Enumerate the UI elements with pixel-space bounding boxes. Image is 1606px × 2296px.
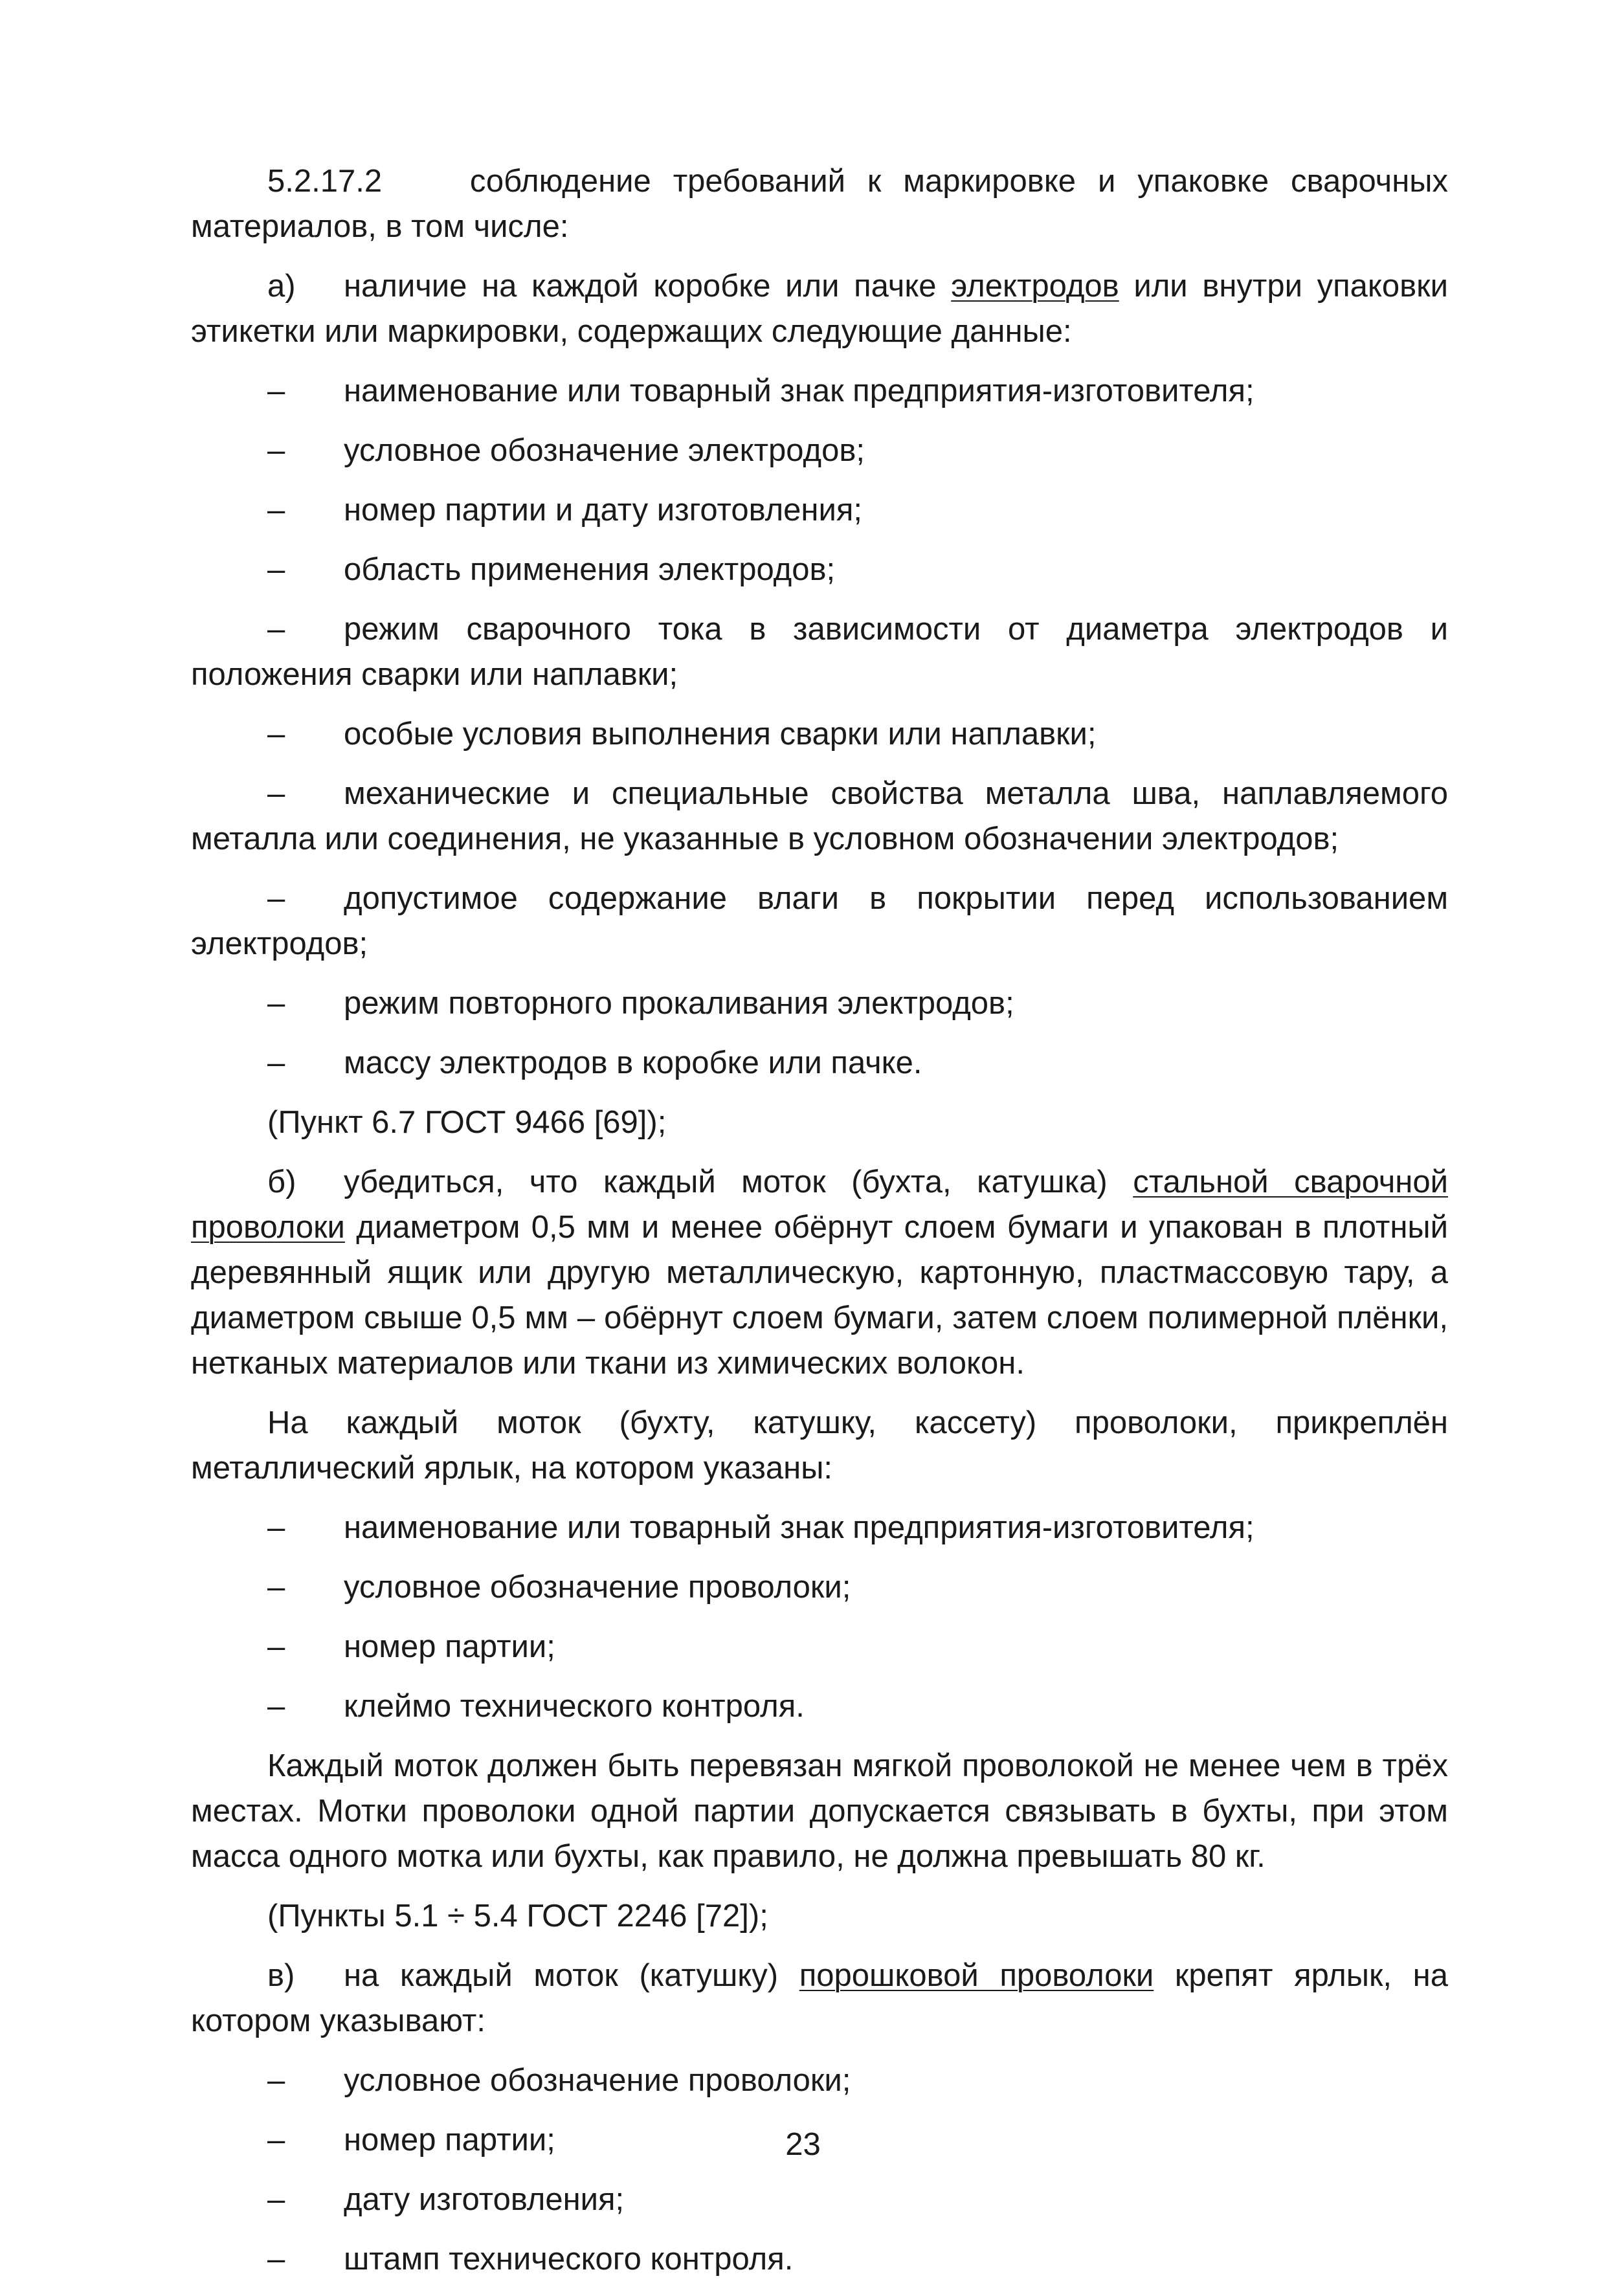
item-a-bullets xyxy=(191,368,1448,1086)
item-a-text-pre: наличие на каждой коробке или пачке xyxy=(344,269,952,304)
dash-marker: – xyxy=(267,1045,285,1080)
dash-marker: – xyxy=(267,552,285,587)
list-item xyxy=(191,1684,1448,1729)
list-item xyxy=(191,2058,1448,2103)
item-v-lead xyxy=(191,1953,1448,2044)
item-v-bullets xyxy=(191,2058,1448,2282)
list-item xyxy=(191,1505,1448,1550)
item-b-paragraph-tag: На каждый моток (бухту, катушку, кассету) проволоки, прикреплён металлический ярлык, на котором указаны: xyxy=(191,1405,1448,1486)
list-item-text: механические и специальные свойства металла шва, наплавляемого металла или соединения, не указанные в условном обозначении электродов; xyxy=(191,776,1448,856)
list-item-text: клеймо технического контроля. xyxy=(344,1689,805,1724)
dash-marker: – xyxy=(267,2063,285,2098)
section-number: 5.2.17.2 xyxy=(267,164,383,199)
dash-marker: – xyxy=(267,612,285,647)
dash-marker: – xyxy=(267,1689,285,1724)
list-item-text: режим повторного прокаливания электродов; xyxy=(344,986,1014,1021)
list-item-text: штамп технического контроля. xyxy=(344,2242,794,2277)
list-item xyxy=(191,1565,1448,1610)
link-flux-cored-wire[interactable]: порошковой проволоки xyxy=(799,1958,1154,1993)
item-a-text-post: или внутри упаковки этикетки или маркировки, содержащих следующие данные: xyxy=(191,269,1448,349)
dash-marker: – xyxy=(267,433,285,468)
item-v-text-post: крепят ярлык, на котором указывают: xyxy=(191,1958,1448,2038)
item-a-reference: (Пункт 6.7 ГОСТ 9466 [69]); xyxy=(267,1105,667,1140)
dash-marker: – xyxy=(267,2182,285,2217)
list-item xyxy=(191,368,1448,414)
link-electrodes[interactable]: электродов xyxy=(951,269,1119,304)
item-b-text-pre: убедиться, что каждый моток (бухта, катушка) xyxy=(344,1165,1133,1199)
item-b-marker: б) xyxy=(267,1165,296,1199)
link-steel-welding-wire[interactable]: стальной сварочной проволоки xyxy=(191,1165,1448,1245)
list-item xyxy=(191,771,1448,862)
item-v-marker: в) xyxy=(267,1958,295,1993)
list-item xyxy=(191,1040,1448,1086)
list-item xyxy=(191,711,1448,757)
dash-marker: – xyxy=(267,717,285,752)
list-item-text: допустимое содержание влаги в покрытии перед использованием электродов; xyxy=(191,881,1448,961)
dash-marker: – xyxy=(267,986,285,1021)
list-item xyxy=(191,607,1448,697)
list-item-text: номер партии; xyxy=(344,1629,555,1664)
dash-marker: – xyxy=(267,1629,285,1664)
list-item-text: условное обозначение проволоки; xyxy=(344,2063,851,2098)
item-b-reference: (Пункты 5.1 ÷ 5.4 ГОСТ 2246 [72]); xyxy=(267,1899,768,1934)
dash-marker: – xyxy=(267,373,285,408)
list-item xyxy=(191,981,1448,1026)
list-item-text: область применения электродов; xyxy=(344,552,836,587)
list-item xyxy=(191,2177,1448,2222)
page-number: 23 xyxy=(785,2127,821,2162)
list-item-text: массу электродов в коробке или пачке. xyxy=(344,1045,922,1080)
item-a-marker: а) xyxy=(267,269,296,304)
item-b-bullets xyxy=(191,1505,1448,1729)
dash-marker: – xyxy=(267,2123,285,2157)
item-a-lead xyxy=(191,263,1448,354)
list-item-text: условное обозначение проволоки; xyxy=(344,1570,851,1605)
item-v-text-pre: на каждый моток (катушку) xyxy=(344,1958,799,1993)
list-item-text: дату изготовления; xyxy=(344,2182,625,2217)
dash-marker: – xyxy=(267,1510,285,1545)
dash-marker: – xyxy=(267,881,285,916)
section-paragraph xyxy=(191,159,1448,249)
list-item-text: особые условия выполнения сварки или наплавки; xyxy=(344,717,1097,752)
list-item xyxy=(191,1624,1448,1669)
list-item xyxy=(191,876,1448,966)
list-item-text: номер партии; xyxy=(344,2123,555,2157)
item-b-text-post: диаметром 0,5 мм и менее обёрнут слоем бумаги и упакован в плотный деревянный ящик или другую металлическую, картонную, пластмассовую тару, а диаметром свыше 0,5 мм – обёрнут слоем бумаги, затем слоем полимерной плёнки, нетканых материалов или ткани из химических волокон. xyxy=(191,1210,1448,1381)
section-text: соблюдение требований к маркировке и упаковке сварочных материалов, в том числе: xyxy=(191,164,1448,244)
list-item-text: номер партии и дату изготовления; xyxy=(344,493,863,528)
item-b-lead xyxy=(191,1159,1448,1386)
list-item-text: наименование или товарный знак предприятия-изготовителя; xyxy=(344,373,1255,408)
list-item xyxy=(191,487,1448,533)
list-item-text: условное обозначение электродов; xyxy=(344,433,865,468)
dash-marker: – xyxy=(267,776,285,811)
page-body xyxy=(191,159,1448,2296)
list-item xyxy=(191,2236,1448,2282)
list-item xyxy=(191,428,1448,473)
list-item xyxy=(191,547,1448,592)
list-item-text: режим сварочного тока в зависимости от диаметра электродов и положения сварки или наплавки; xyxy=(191,612,1448,692)
item-b-paragraph-binding: Каждый моток должен быть перевязан мягкой проволокой не менее чем в трёх местах. Мотки проволоки одной партии допускается связывать в бухты, при этом масса одного мотка или бухты, как правило, не должна превышать 80 кг. xyxy=(191,1748,1448,1874)
dash-marker: – xyxy=(267,493,285,528)
list-item-text: наименование или товарный знак предприятия-изготовителя; xyxy=(344,1510,1255,1545)
dash-marker: – xyxy=(267,2242,285,2277)
dash-marker: – xyxy=(267,1570,285,1605)
